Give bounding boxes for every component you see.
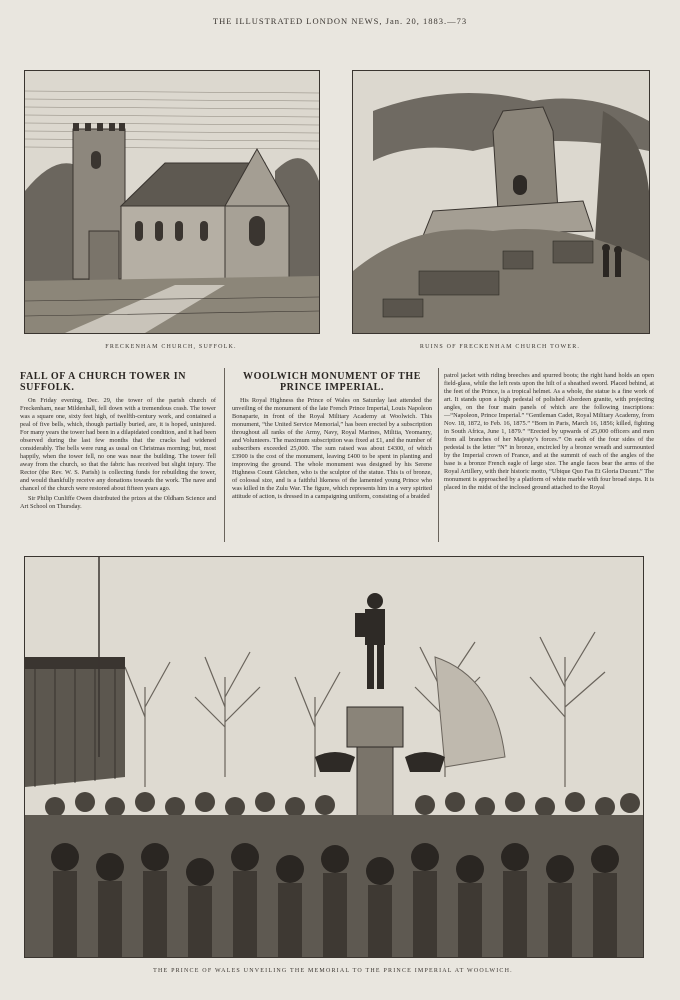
monument-caption: THE PRINCE OF WALES UNVEILING THE MEMORIAL TO THE PRINCE IMPERIAL AT WOOLWICH. <box>153 968 513 974</box>
church-caption: FRECKENHAM CHURCH, SUFFOLK. <box>105 344 237 350</box>
page-masthead: THE ILLUSTRATED LONDON NEWS, Jan. 20, 1883.—73 <box>212 16 468 26</box>
monument-engraving <box>24 556 644 958</box>
column-rule <box>438 368 439 542</box>
ruins-illustration <box>353 71 649 333</box>
tower-notice: Sir Philip Cunliffe Owen distributed the prizes at the Oldham Science and Art School on Thursday. <box>20 495 216 510</box>
monument-paragraph: His Royal Highness the Prince of Wales on Saturday last attended the unveiling of the monument of the late French Prince Imperial, Louis Napoleon Bonaparte, in front of the Royal Military Academy at Woolwich. This monument, “the United Service Memorial,” has been erected by a subscription throughout all ranks of the Army, Navy, Royal Marines, Militia, Yeomanry, and Volunteers. The maximum subscription was fixed at £1, and the number of subscribers exceeded 25,000. The sum raised was about £4300, of which £3900 is the cost of the monument, leaving £400 to be spent in planting and improving the ground. The whole monument was designed by his Serene Highness Count Gleichen, who is the sculptor of the statue. This is of bronze, of colossal size, and is a faithful likeness of the lamented young Prince who was killed in the Zulu War. The figure, which represents him in a very spirited attitude of action, is dressed in a campaigning uniform, consisting of a braided <box>232 397 432 500</box>
column-rule <box>224 368 225 542</box>
monument-article-continued <box>444 372 654 494</box>
monument-article <box>232 372 432 503</box>
tower-paragraph: On Friday evening, Dec. 29, the tower of the parish church of Freckenham, near Mildenhall, fell down with a tremendous crash. The tower was a square one, sixty feet high, of twelfth-century work, and contained a peal of five bells, which, though partially buried, are, it is hoped, uninjured. For many years the tower had been in a dilapidated condition, and it had been observed during the last few months that the cracks had widened considerably. The bells were rung as usual on Christmas morning; but, most happily, when the tower fell, no one was near the building. The tower fell away from the church, so that the fabric has received but slight injury. The Rector (the Rev. W. S. Parish) is collecting funds for rebuilding the tower, and would thankfully receive any donations towards the work. The nave and chancel of the church were restored about fifteen years ago. <box>20 397 216 492</box>
monument-illustration <box>25 557 643 957</box>
tower-article <box>20 372 216 513</box>
ruins-engraving <box>352 70 650 334</box>
church-engraving <box>24 70 320 334</box>
monument-headline: WOOLWICH MONUMENT OF THE PRINCE IMPERIAL. <box>242 371 422 393</box>
tower-headline: FALL OF A CHURCH TOWER IN SUFFOLK. <box>20 371 187 393</box>
church-illustration <box>25 71 319 333</box>
monument-paragraph: patrol jacket with riding breeches and spurred boots; the right hand holds an open field-glass, while the left rests upon the hilt of a sheathed sword. Placed behind, at the feet of the Prince, is a tropical helmet. As a whole, the statue is a fine work of art. It stands upon a high pedestal of polished Aberdeen granite, with projecting angles, on the four main panels of which are the following inscriptions:—“Napoleon, Prince Imperial.” “Gentleman Cadet, Royal Military Academy, from Nov. 18, 1872, to Feb. 16, 1875.” “Born in Paris, March 16, 1856; killed, fighting in South Africa, June 1, 1879.” “Erected by upwards of 25,000 officers and men from all branches of her Majesty’s forces.” On each of the four sides of the pedestal is the letter “N” in bronze, encircled by a bronze wreath and surmounted by the Imperial crown of France, and at the summit of each of the angles of the base is a bronze French eagle of large size. The angle faces bear the arms of the Royal Artillery, with their historic motto, “Ubique Quo Fas Et Gloria Ducunt.” The monument is approached by a platform of white marble with four broad steps. It is placed in the midst of the inclosed ground attached to the Royal <box>444 372 654 491</box>
ruins-caption: RUINS OF FRECKENHAM CHURCH TOWER. <box>419 344 581 350</box>
